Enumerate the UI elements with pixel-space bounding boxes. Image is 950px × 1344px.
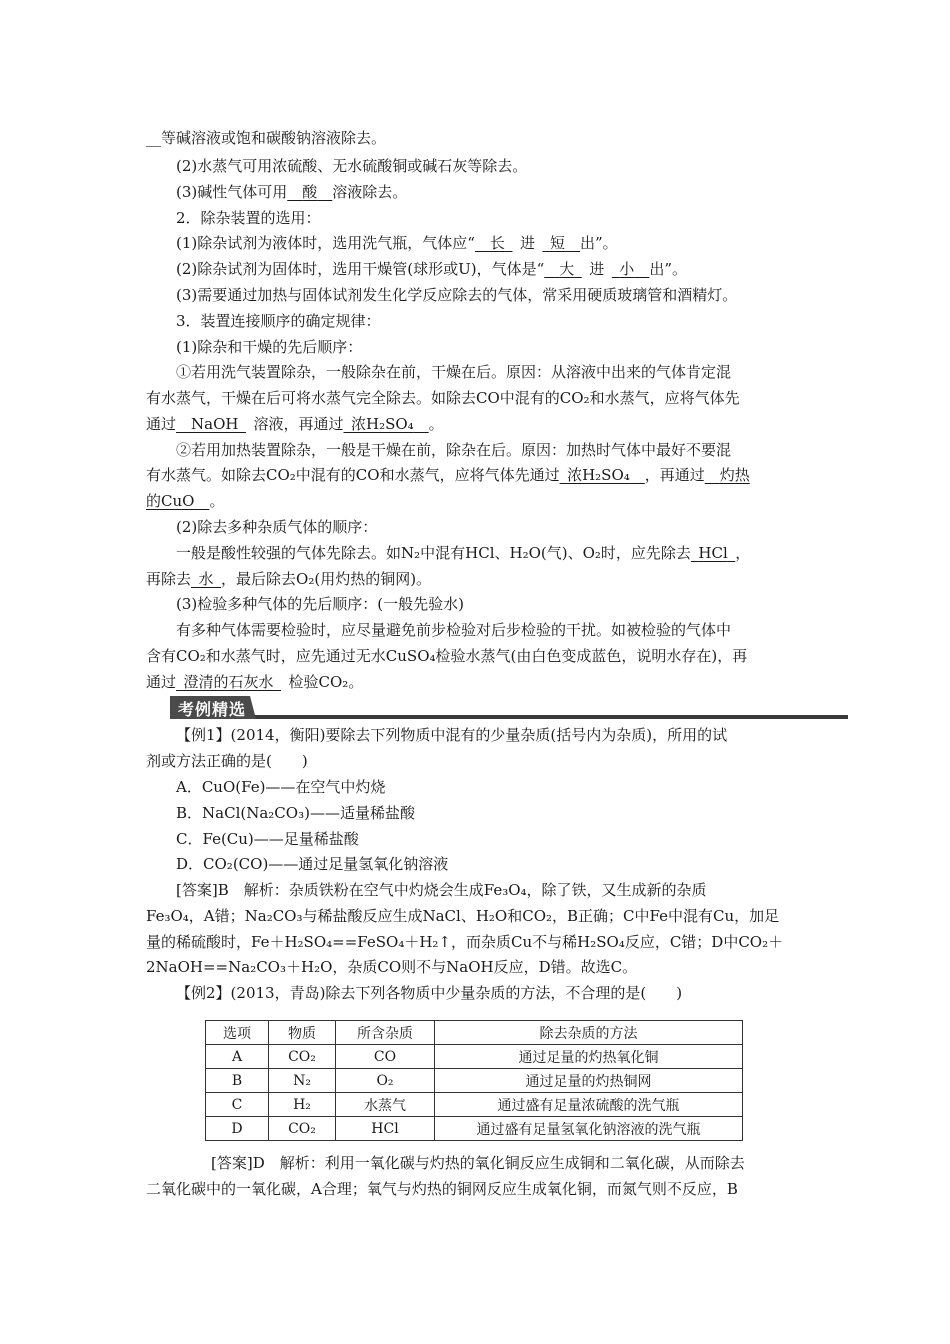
text-line: (2)水蒸气可用浓硫酸、无水硫酸铜或碱石灰等除去。 [176, 157, 528, 175]
table-cell: CO [336, 1045, 435, 1069]
answer-line: [答案]B 解析：杂质铁粉在空气中灼烧会生成Fe₃O₄，除了铁，又生成新的杂质 [176, 881, 707, 899]
table-cell: H₂ [269, 1093, 336, 1117]
answer-blank: HCl [698, 544, 728, 562]
text-line: 有水蒸气，干燥在后可将水蒸气完全除去。如除去CO中混有的CO₂和水蒸气，应将气体先 [146, 389, 740, 407]
text-line: ②若用加热装置除杂，一般是干燥在前，除杂在后。原因：加热时气体中最好不要混 [176, 441, 732, 459]
table-header: 所含杂质 [336, 1021, 435, 1045]
text-span: 溶液除去。 [332, 183, 408, 201]
example-line: 【例2】(2013，青岛)除去下列各物质中少量杂质的方法，不合理的是( ) [176, 984, 683, 1002]
answer-blank: 小 [619, 260, 635, 278]
answer-blank: 澄清的石灰水 [183, 673, 274, 691]
table-row [206, 1045, 743, 1069]
option-d: D．CO₂(CO)——通过足量氢氧化钠溶液 [176, 855, 449, 873]
text-line: 再除去 水 ，最后除去O₂(用灼热的铜网)。 [146, 570, 432, 588]
text-line: ①若用洗气装置除杂，一般除杂在前，干燥在后。原因：从溶液中出来的气体肯定混 [176, 363, 732, 381]
table-cell: 通过盛有足量浓硫酸的洗气瓶 [435, 1093, 743, 1117]
table-cell: CO₂ [269, 1117, 336, 1141]
table-cell: D [206, 1117, 269, 1141]
answer-line: [答案]D 解析：利用一氧化碳与灼热的氧化铜反应生成铜和二氧化碳，从而除去 [211, 1154, 745, 1172]
answer-blank: 短 [549, 234, 565, 252]
impurity-table [205, 1020, 743, 1141]
table-header: 物质 [269, 1021, 336, 1045]
option-a: A．CuO(Fe)——在空气中灼烧 [176, 778, 386, 796]
text-line: 有多种气体需要检验时，应尽量避免前步检验对后步检验的干扰。如被检验的气体中 [176, 621, 732, 639]
table-header: 选项 [206, 1021, 269, 1045]
answer-line: 量的稀硫酸时，Fe＋H₂SO₄==FeSO₄＋H₂↑，而杂质Cu不与稀H₂SO₄反应，C错；D中CO₂＋ [146, 933, 784, 951]
table-cell: C [206, 1093, 269, 1117]
table-cell: O₂ [336, 1069, 435, 1093]
answer-blank: 浓H₂SO₄ [567, 466, 630, 484]
table-cell: 通过足量的灼热氧化铜 [435, 1045, 743, 1069]
text-line: 含有CO₂和水蒸气时，应先通过无水CuSO₄检验水蒸气(由白色变成蓝色，说明水存在)，再 [146, 647, 748, 665]
text-line: (3)检验多种气体的先后顺序：(一般先验水) [176, 595, 464, 613]
table-cell: CO₂ [269, 1045, 336, 1069]
text-line: (3)需要通过加热与固体试剂发生化学反应除去的气体，常采用硬质玻璃管和酒精灯。 [176, 286, 738, 304]
section-title: 考例精选 [178, 700, 247, 719]
answer-blank: 长 [489, 234, 505, 252]
answer-blank: 水 [198, 570, 214, 588]
answer-blank: 酸 [302, 183, 318, 201]
text-line: 一般是酸性较强的气体先除去。如N₂中混有HCl、H₂O(气)、O₂时，应先除去 HCl ， [176, 544, 751, 562]
table-header: 除去杂质的方法 [435, 1021, 743, 1045]
answer-blank: 灼热 [719, 466, 750, 484]
example-line: 【例1】(2014，衡阳)要除去下列物质中混有的少量杂质(括号内为杂质)，所用的试 [176, 726, 728, 744]
example-line: 剂或方法正确的是( ) [146, 752, 308, 770]
answer-blank: NaOH [191, 415, 239, 433]
text-line: 通过 NaOH 溶液，再通过 浓H₂SO₄ 。 [146, 415, 444, 433]
section-divider [170, 715, 848, 719]
answer-blank: 大 [559, 260, 575, 278]
text-line: 2．除杂装置的选用： [176, 209, 321, 227]
text-line: 的CuO 。 [146, 492, 225, 510]
table-cell: 通过足量的灼热铜网 [435, 1069, 743, 1093]
table-row [206, 1093, 743, 1117]
table-cell: HCl [336, 1117, 435, 1141]
table-cell: N₂ [269, 1069, 336, 1093]
table-row [206, 1069, 743, 1093]
table-cell: B [206, 1069, 269, 1093]
table-header-row [206, 1021, 743, 1045]
answer-line: 2NaOH==Na₂CO₃＋H₂O，杂质CO则不与NaOH反应，D错。故选C。 [146, 958, 638, 976]
option-c: C．Fe(Cu)——足量稀盐酸 [176, 830, 359, 848]
text-line: 通过 澄清的石灰水 检验CO₂。 [146, 673, 364, 691]
option-b: B．NaCl(Na₂CO₃)——适量稀盐酸 [176, 804, 415, 822]
text-line: (2)除去多种杂质气体的顺序： [176, 518, 378, 536]
text-span: (3)碱性气体可用 [176, 183, 288, 201]
text-line: (1)除杂试剂为液体时，选用洗气瓶，气体应“ 长 进 短 出”。 [176, 234, 618, 252]
table-cell: A [206, 1045, 269, 1069]
answer-blank: 浓H₂SO₄ [350, 415, 414, 433]
text-line: __等碱溶液或饱和碳酸钠溶液除去。 [146, 129, 387, 147]
text-line [176, 182, 407, 202]
answer-line: Fe₃O₄，A错；Na₂CO₃与稀盐酸反应生成NaCl、H₂O和CO₂，B正确；C中Fe中混有Cu，加足 [146, 907, 780, 925]
text-line: (1)除杂和干燥的先后顺序： [176, 338, 363, 356]
text-line: 3．装置连接顺序的确定规律： [176, 312, 381, 330]
text-line: (2)除杂试剂为固体时，选用干燥管(球形或U)，气体是“ 大 进 小 出”。 [176, 260, 687, 278]
table-cell: 通过盛有足量氢氧化钠溶液的洗气瓶 [435, 1117, 743, 1141]
answer-line: 二氧化碳中的一氧化碳，A合理；氧气与灼热的铜网反应生成氧化铜，而氮气则不反应，B [146, 1180, 738, 1198]
text-line: 有水蒸气。如除去CO₂中混有的CO和水蒸气，应将气体先通过 浓H₂SO₄ ，再通过 灼热 [146, 466, 750, 484]
table-row [206, 1117, 743, 1141]
table-cell: 水蒸气 [336, 1093, 435, 1117]
answer-blank: 的CuO [146, 492, 195, 510]
